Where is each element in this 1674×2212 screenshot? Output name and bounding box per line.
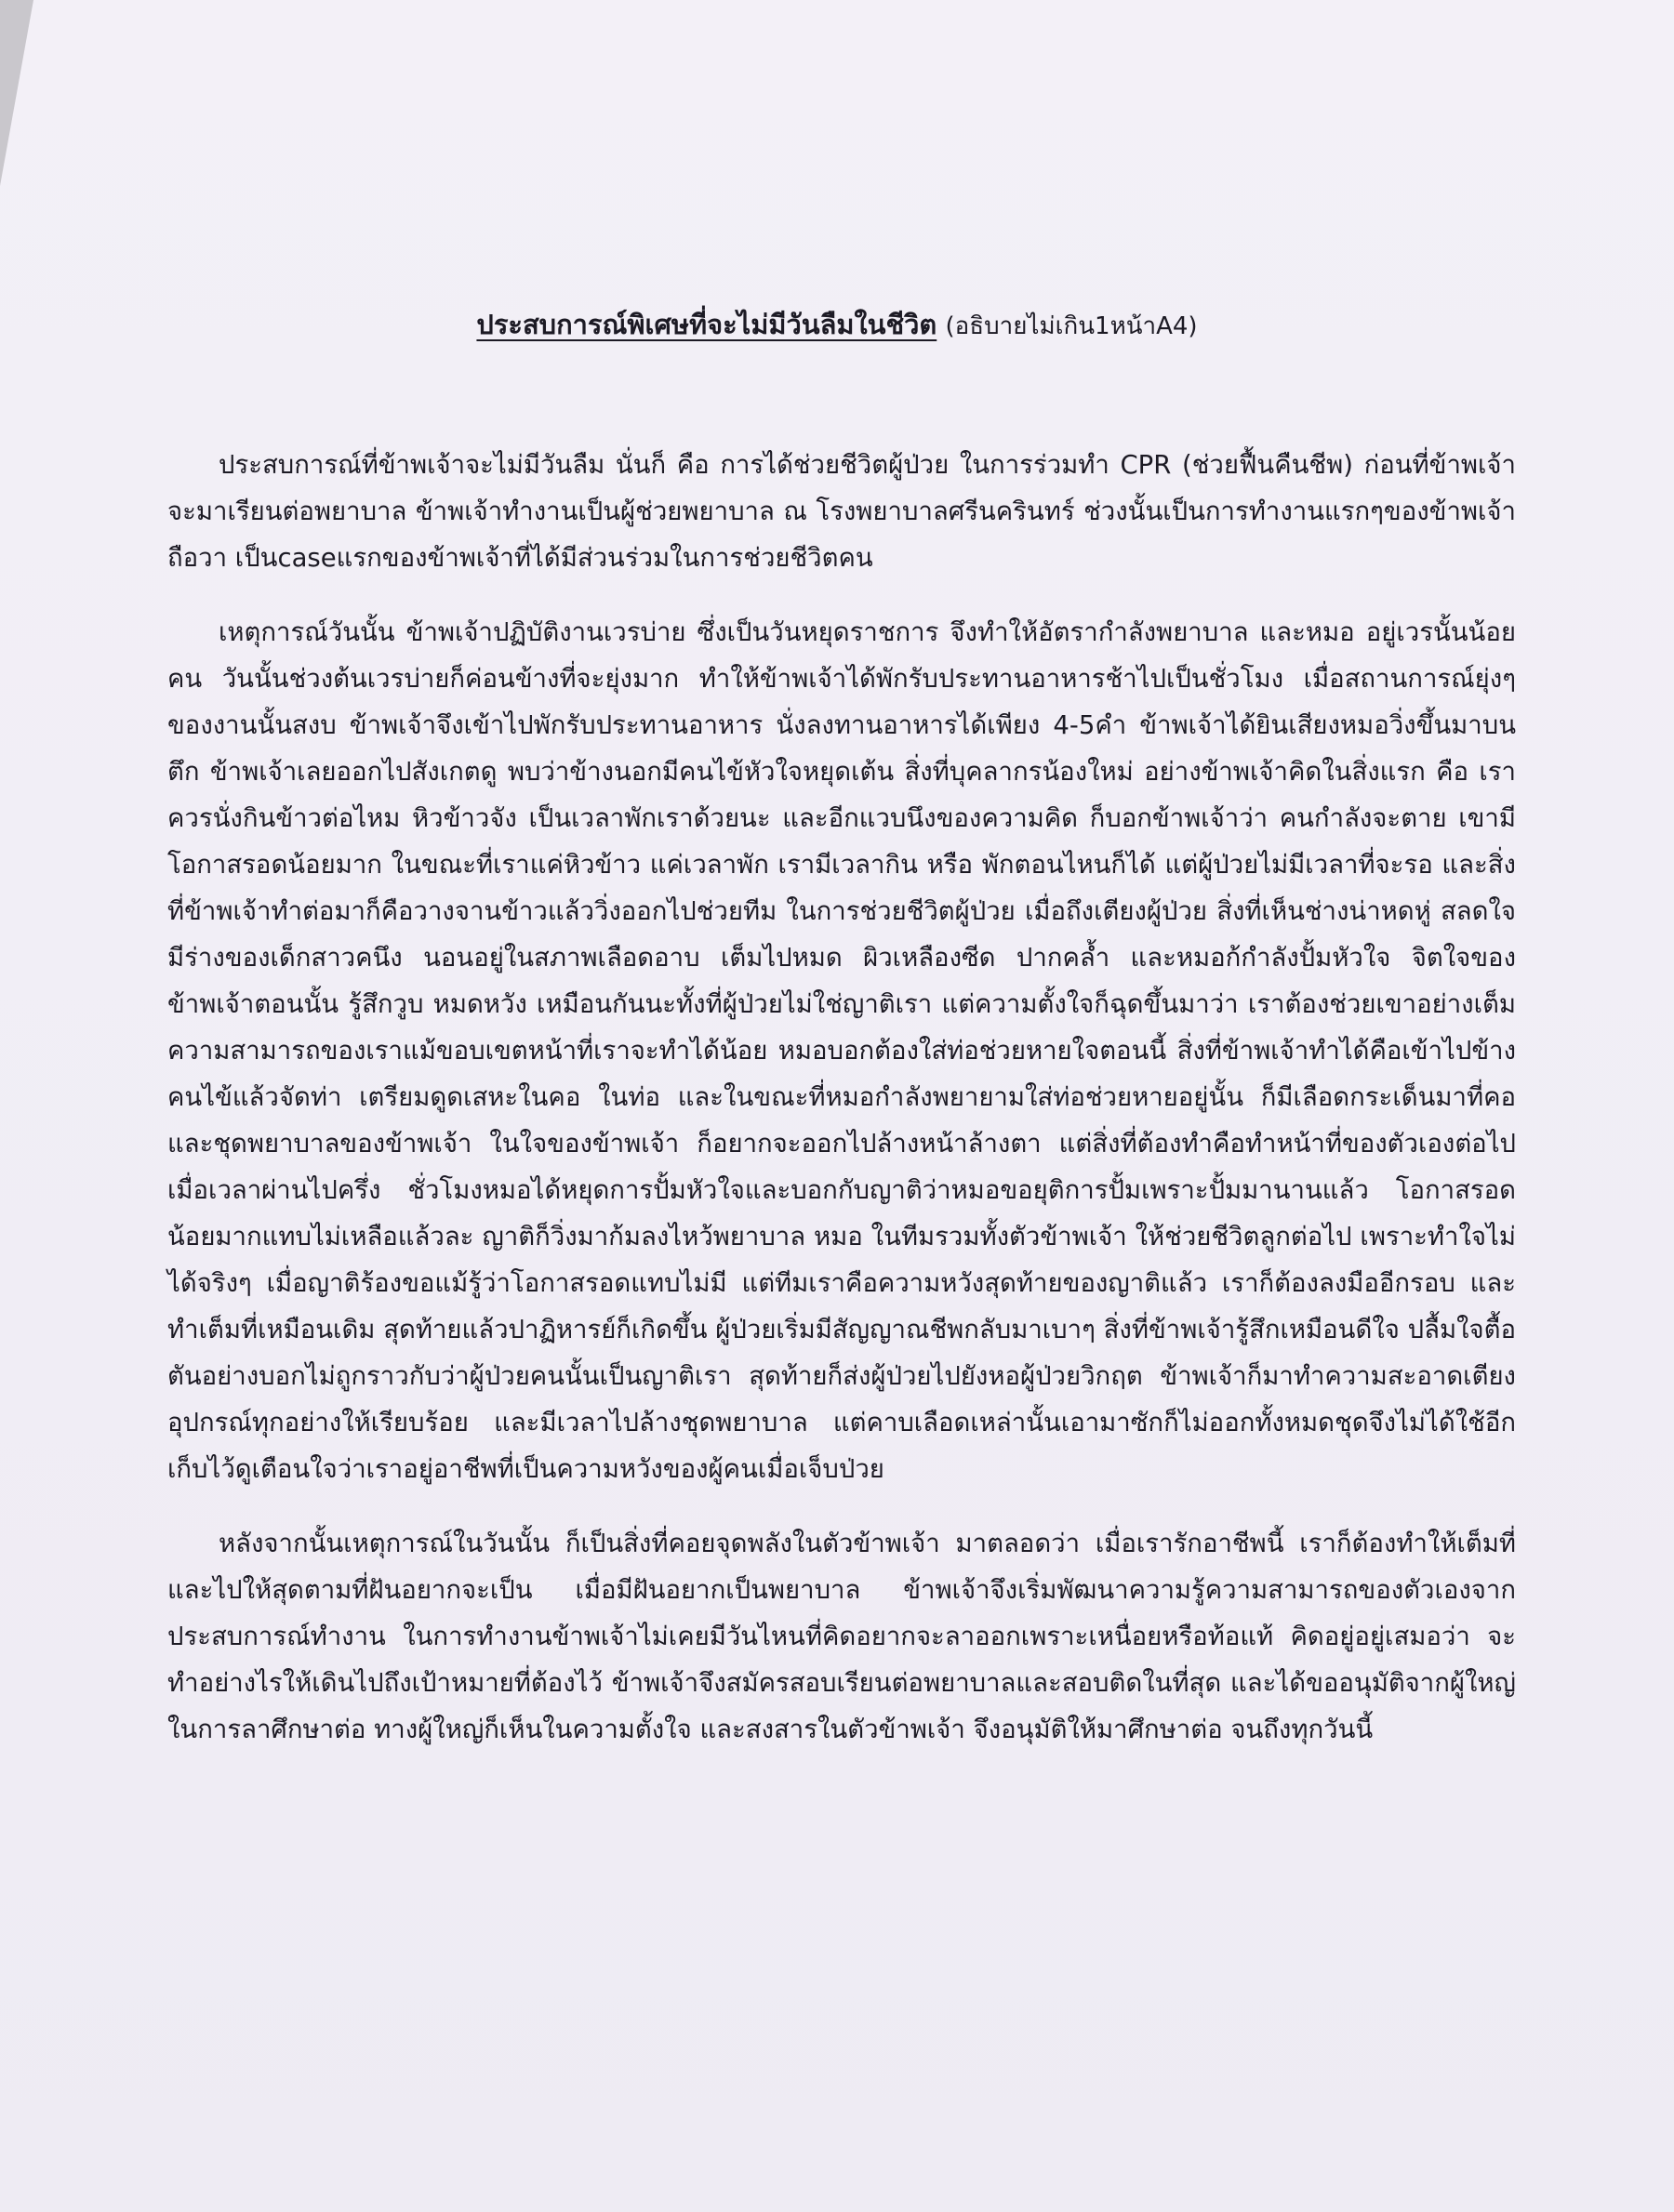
document-title-note: (อธิบายไม่เกิน1หน้าA4) [945,312,1198,340]
paragraph-1: ประสบการณ์ที่ข้าพเจ้าจะไม่มีวันลืม นั่นก็ คือ การได้ช่วยชีวิตผู้ป่วย ในการร่วมทำ CPR (ช่วยฟื้นคืนชีพ) ก่อนที่ข้าพเจ้าจะมาเรียนต่อพยาบาล ข้าพเจ้าทำงานเป็นผู้ช่วยพยาบาล ณ โรงพยาบาลศรีนครินทร์ ช่วงนั้นเป็นการทำงานแรกๆของข้าพเจ้า ถือวา เป็นcaseแรกของข้าพเจ้าที่ได้มีส่วนร่วมในการช่วยชีวิตคน [167,450,1516,573]
document-body [167,442,1516,1781]
document-title-line [0,304,1674,347]
paragraph-2: เหตุการณ์วันนั้น ข้าพเจ้าปฏิบัติงานเวรบ่าย ซึ่งเป็นวันหยุดราชการ จึงทำให้อัตรากำลังพยาบาล และหมอ อยู่เวรนั้นน้อยคน วันนั้นช่วงต้นเวรบ่ายก็ค่อนข้างที่จะยุ่งมาก ทำให้ข้าพเจ้าได้พักรับประทานอาหารช้าไปเป็นชั่วโมง เมื่อสถานการณ์ยุ่งๆของงานนั้นสงบ ข้าพเจ้าจึงเข้าไปพักรับประทานอาหาร นั่งลงทานอาหารได้เพียง 4-5คำ ข้าพเจ้าได้ยินเสียงหมอวิ่งขึ้นมาบนตึก ข้าพเจ้าเลยออกไปสังเกตดู พบว่าข้างนอกมีคนไข้หัวใจหยุดเต้น สิ่งที่บุคลากรน้องใหม่ อย่างข้าพเจ้าคิดในสิ่งแรก คือ เราควรนั่งกินข้าวต่อไหม หิวข้าวจัง เป็นเวลาพักเราด้วยนะ และอีกแวบนึงของความคิด ก็บอกข้าพเจ้าว่า คนกำลังจะตาย เขามีโอกาสรอดน้อยมาก ในขณะที่เราแค่หิวข้าว แค่เวลาพัก เรามีเวลากิน หรือ พักตอนไหนก็ได้ แต่ผู้ป่วยไม่มีเวลาที่จะรอ และสิ่งที่ข้าพเจ้าทำต่อมาก็คือวางจานข้าวแล้ววิ่งออกไปช่วยทีม ในการช่วยชีวิตผู้ป่วย เมื่อถึงเตียงผู้ป่วย สิ่งที่เห็นช่างน่าหดหู่ สลดใจ มีร่างของเด็กสาวคนึง นอนอยู่ในสภาพเลือดอาบ เต็มไปหมด ผิวเหลืองซีด ปากคล้ำ และหมอก้กำลังปั้มหัวใจ จิตใจของข้าพเจ้าตอนนั้น รู้สึกวูบ หมดหวัง เหมือนกันนะทั้งที่ผู้ป่วยไม่ใช่ญาติเรา แต่ความตั้งใจก็ฉุดขึ้นมาว่า เราต้องช่วยเขาอย่างเต็มความสามารถของเราแม้ขอบเขตหน้าที่เราจะทำได้น้อย หมอบอกต้องใส่ท่อช่วยหายใจตอนนี้ สิ่งที่ข้าพเจ้าทำได้คือเข้าไปข้างคนไข้แล้วจัดท่า เตรียมดูดเสหะในคอ ในท่อ และในขณะที่หมอกำลังพยายามใส่ท่อช่วยหายอยู่นั้น ก็มีเลือดกระเด็นมาที่คอและชุดพยาบาลของข้าพเจ้า ในใจของข้าพเจ้า ก็อยากจะออกไปล้างหน้าล้างตา แต่สิ่งที่ต้องทำคือทำหน้าที่ของตัวเองต่อไป เมื่อเวลาผ่านไปครึ่ง ชั่วโมงหมอได้หยุดการปั้มหัวใจและบอกกับญาติว่าหมอขอยุติการปั้มเพราะปั้มมานานแล้ว โอกาสรอดน้อยมากแทบไม่เหลือแล้วละ ญาติก็วิ่งมาก้มลงไหว้พยาบาล หมอ ในทีมรวมทั้งตัวข้าพเจ้า ให้ช่วยชีวิตลูกต่อไป เพราะทำใจไม่ได้จริงๆ เมื่อญาติร้องขอแม้รู้ว่าโอกาสรอดแทบไม่มี แต่ทีมเราคือความหวังสุดท้ายของญาติแล้ว เราก็ต้องลงมืออีกรอบ และทำเต็มที่เหมือนเดิม สุดท้ายแล้วปาฏิหารย์ก็เกิดขึ้น ผู้ป่วยเริ่มมีสัญญาณชีพกลับมาเบาๆ สิ่งที่ข้าพเจ้ารู้สึกเหมือนดีใจ ปลื้มใจตื้อตันอย่างบอกไม่ถูกราวกับว่าผู้ป่วยคนนั้นเป็นญาติเรา สุดท้ายก็ส่งผู้ป่วยไปยังหอผู้ป่วยวิกฤต ข้าพเจ้าก็มาทำความสะอาดเตียง อุปกรณ์ทุกอย่างให้เรียบร้อย และมีเวลาไปล้างชุดพยาบาล แต่คาบเลือดเหล่านั้นเอามาซักก็ไม่ออกทั้งหมดชุดจึงไม่ได้ใช้อีก เก็บไว้ดูเตือนใจว่าเราอยู่อาชีพที่เป็นความหวังของผู้คนเมื่อเจ็บป่วย [167,617,1516,1484]
document-title: ประสบการณ์พิเศษที่จะไม่มีวันลืมในชีวิต [476,309,937,340]
paragraph-3: หลังจากนั้นเหตุการณ์ในวันนั้น ก็เป็นสิ่งที่คอยจุดพลังในตัวข้าพเจ้า มาตลอดว่า เมื่อเรารักอาชีพนี้ เราก็ต้องทำให้เต็มที่และไปให้สุดตามที่ฝันอยากจะเป็น เมื่อมีฝันอยากเป็นพยาบาล ข้าพเจ้าจึงเริ่มพัฒนาความรู้ความสามารถของตัวเองจากประสบการณ์ทำงาน ในการทำงานข้าพเจ้าไม่เคยมีวันไหนที่คิดอยากจะลาออกเพราะเหนื่อยหรือท้อแท้ คิดอยู่อยู่เสมอว่า จะทำอย่างไรให้เดินไปถึงเป้าหมายที่ต้องไว้ ข้าพเจ้าจึงสมัครสอบเรียนต่อพยาบาลและสอบติดในที่สุด และได้ขออนุมัติจากผู้ใหญ่ในการลาศึกษาต่อ ทางผู้ใหญ่ก็เห็นในความตั้งใจ และสงสารในตัวข้าพเจ้า จึงอนุมัติให้มาศึกษาต่อ จนถึงทุกวันนี้ [167,1529,1516,1744]
page-corner-shadow [0,0,33,186]
